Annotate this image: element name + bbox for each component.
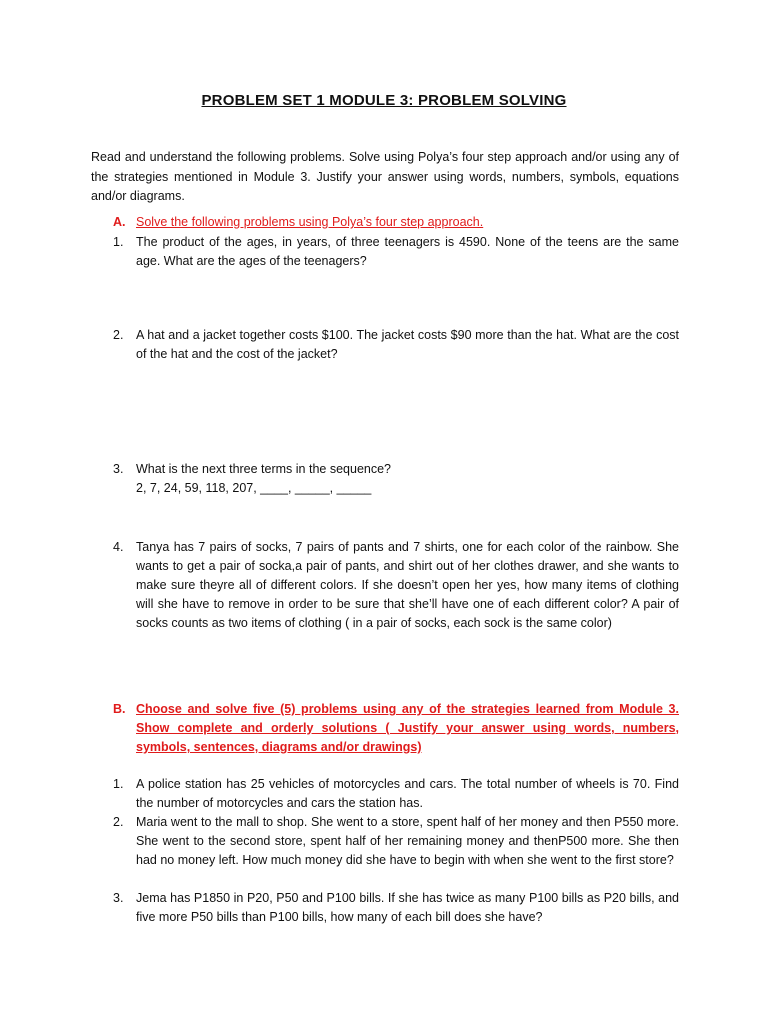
problem-b3 xyxy=(113,889,679,927)
problem-a3 xyxy=(113,460,679,498)
section-b-text: Choose and solve five (5) problems using any of the strategies learned from Module 3. Show complete and orderly solutions ( Justify your answer using words, numbers, symbols, sentences, diagrams and/or drawings) xyxy=(136,702,679,754)
problem-number: 1. xyxy=(113,777,124,791)
section-b-heading xyxy=(113,700,679,757)
problem-number: 2. xyxy=(113,815,124,829)
section-a-label: A. xyxy=(113,215,126,229)
problem-text: Maria went to the mall to shop. She went to a store, spent half of her money and then P550 more. She went to the second store, spent half of her remaining money and thenP500 more. She then had no money left. How much money did she have to begin with when she went to the first store? xyxy=(136,815,679,867)
page-title: PROBLEM SET 1 MODULE 3: PROBLEM SOLVING xyxy=(201,92,567,109)
problem-a2 xyxy=(113,326,679,364)
sequence-line: 2, 7, 24, 59, 118, 207, ____, _____, _____ xyxy=(136,481,372,495)
problem-text: Tanya has 7 pairs of socks, 7 pairs of pants and 7 shirts, one for each color of the rainbow. She wants to get a pair of socka,a pair of pants, and shirt out of her clothes drawer, and she wants to make sure theyre all of different colors. If she doesn’t open her yes, how many items of clothing will she have to remove in order to be sure that she’ll have one of each different color? A pair of socks counts as two items of clothing ( in a pair of socks, each sock is the same color) xyxy=(136,540,679,630)
problem-a1 xyxy=(113,233,679,271)
problem-text: The product of the ages, in years, of three teenagers is 4590. None of the teens are the same age. What are the ages of the teenagers? xyxy=(136,235,679,268)
problem-text: Jema has P1850 in P20, P50 and P100 bills. If she has twice as many P100 bills as P20 bills, and five more P50 bills than P100 bills, how many of each bill does she have? xyxy=(136,891,679,924)
problem-text: What is the next three terms in the sequence? xyxy=(136,462,391,476)
problem-text: A police station has 25 vehicles of motorcycles and cars. The total number of wheels is 70. Find the number of motorcycles and cars the station has. xyxy=(136,777,679,810)
problem-number: 3. xyxy=(113,891,124,905)
problem-b1 xyxy=(113,775,679,813)
section-a-heading xyxy=(113,213,679,232)
problem-b2 xyxy=(113,813,679,870)
problem-number: 2. xyxy=(113,328,124,342)
section-a-text: Solve the following problems using Polya’s four step approach. xyxy=(136,215,484,229)
problem-a4 xyxy=(113,538,679,633)
problem-number: 3. xyxy=(113,462,124,476)
intro-paragraph: Read and understand the following problems. Solve using Polya’s four step approach and/or using any of the strategies mentioned in Module 3. Justify your answer using words, numbers, symbols, equations and/or diagrams. xyxy=(91,150,679,203)
problem-number: 1. xyxy=(113,235,124,249)
section-b-label: B. xyxy=(113,702,126,716)
problem-text: A hat and a jacket together costs $100. The jacket costs $90 more than the hat. What are the cost of the hat and the cost of the jacket? xyxy=(136,328,679,361)
problem-number: 4. xyxy=(113,540,124,554)
